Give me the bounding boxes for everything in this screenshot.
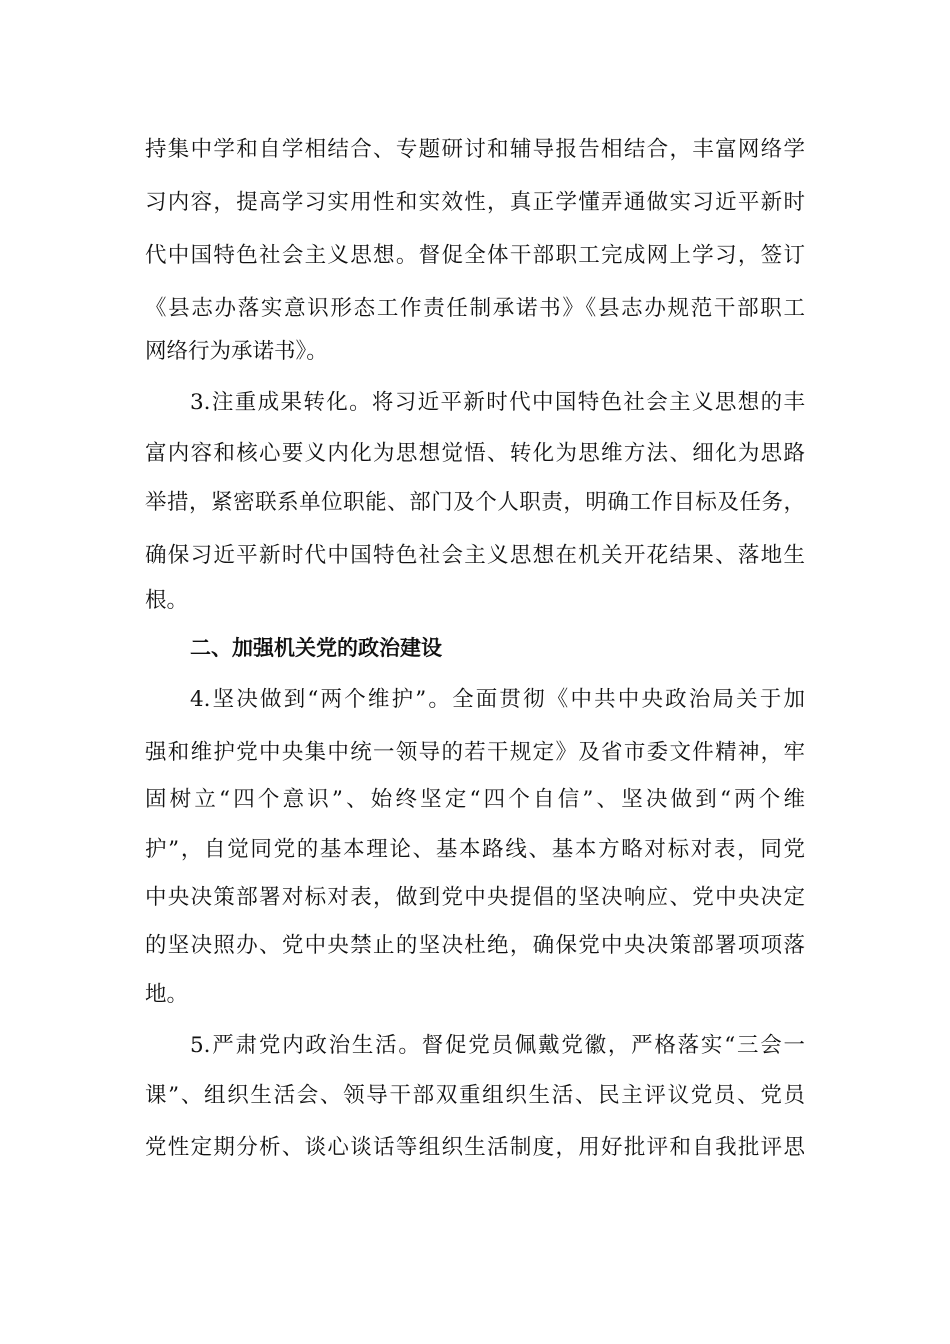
paragraph-line: 固树立“四个意识”、始终坚定“四个自信”、坚决做到“两个维 <box>145 787 805 812</box>
paragraph-line: 的坚决照办、党中央禁止的坚决杜绝，确保党中央决策部署项项落 <box>145 933 805 958</box>
paragraph-line: 根。 <box>145 588 189 613</box>
paragraph-first-line: 3.注重成果转化。将习近平新时代中国特色社会主义思想的丰 <box>190 390 805 415</box>
paragraph-line: 网络行为承诺书》。 <box>145 339 328 364</box>
paragraph-line: 代中国特色社会主义思想。督促全体干部职工完成网上学习，签订 <box>145 243 805 268</box>
paragraph-line: 党性定期分析、谈心谈话等组织生活制度，用好批评和自我批评思 <box>145 1135 805 1160</box>
paragraph-line: 护”，自觉同党的基本理论、基本路线、基本方略对标对表，同党 <box>145 837 805 862</box>
paragraph-line: 持集中学和自学相结合、专题研讨和辅导报告相结合，丰富网络学 <box>145 137 805 162</box>
section-heading: 二、加强机关党的政治建设 <box>190 636 442 660</box>
paragraph-line: 确保习近平新时代中国特色社会主义思想在机关开花结果、落地生 <box>145 543 805 568</box>
paragraph-line: 习内容，提高学习实用性和实效性，真正学懂弄通做实习近平新时 <box>145 190 805 215</box>
paragraph-line: 地。 <box>145 982 189 1007</box>
paragraph-line: 课”、组织生活会、领导干部双重组织生活、民主评议党员、党员 <box>145 1083 805 1108</box>
paragraph-first-line: 4.坚决做到“两个维护”。全面贯彻《中共中央政治局关于加 <box>190 687 805 712</box>
paragraph-line: 富内容和核心要义内化为思想觉悟、转化为思维方法、细化为思路 <box>145 441 805 466</box>
paragraph-first-line: 5.严肃党内政治生活。督促党员佩戴党徽，严格落实“三会一 <box>190 1033 805 1058</box>
paragraph-line: 强和维护党中央集中统一领导的若干规定》及省市委文件精神，牢 <box>145 740 805 765</box>
paragraph-line: 中央决策部署对标对表，做到党中央提倡的坚决响应、党中央决定 <box>145 885 805 910</box>
paragraph-line: 举措，紧密联系单位职能、部门及个人职责，明确工作目标及任务， <box>145 490 805 515</box>
paragraph-line: 《县志办落实意识形态工作责任制承诺书》《县志办规范干部职工 <box>145 296 805 321</box>
